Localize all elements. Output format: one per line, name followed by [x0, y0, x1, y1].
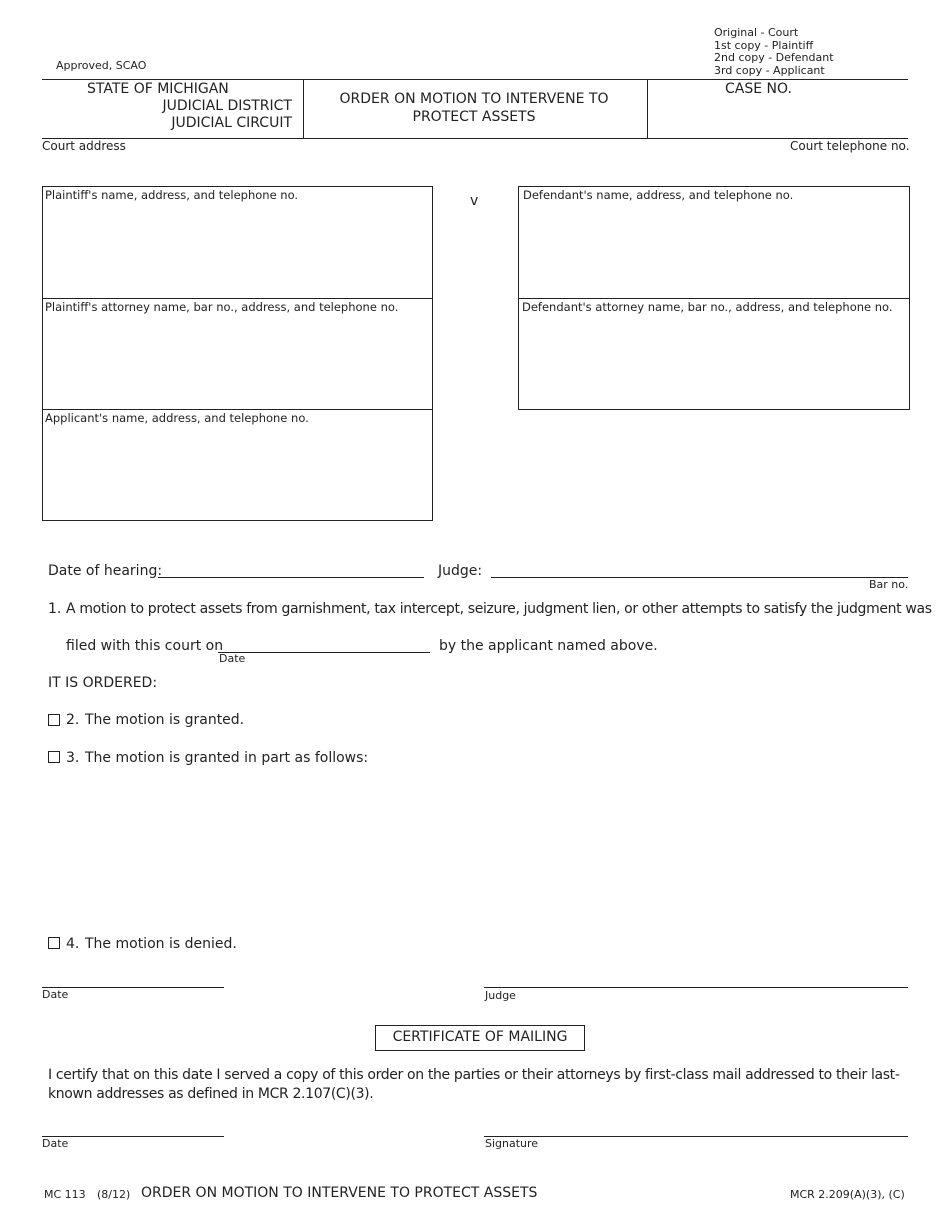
- certificate-text: I certify that on this date I served a copy of this order on the parties or their attorneys by first-class mail addressed to their last-known addresses as defined in MCR 2.107(C)(3).: [48, 1067, 900, 1102]
- order-date-field[interactable]: [42, 987, 224, 988]
- court-phone-label: Court telephone no.: [790, 139, 910, 153]
- applicant-label: Applicant's name, address, and telephone no.: [45, 411, 309, 425]
- item-3-checkbox[interactable]: [48, 751, 60, 763]
- mailing-signature-field[interactable]: [484, 1136, 908, 1137]
- header-top-rule: [42, 79, 908, 80]
- judge-signature-label: Judge: [485, 989, 516, 1002]
- item-2-checkbox[interactable]: [48, 714, 60, 726]
- defendant-attorney-label: Defendant's attorney name, bar no., address, and telephone no.: [522, 300, 893, 314]
- approved-label: Approved, SCAO: [56, 59, 147, 72]
- district-label: JUDICIAL DISTRICT: [162, 98, 292, 114]
- form-title: ORDER ON MOTION TO INTERVENE TO PROTECT ASSETS: [339, 91, 609, 125]
- mailing-date-label: Date: [42, 1137, 69, 1150]
- item-4-text: The motion is denied.: [85, 936, 237, 952]
- item-4-number: 4.: [66, 936, 80, 952]
- item-4-checkbox[interactable]: [48, 937, 60, 949]
- item-1-applicant-text: by the applicant named above.: [439, 638, 658, 654]
- copy-defendant: 2nd copy - Defendant: [714, 51, 834, 64]
- header-bottom-rule: [42, 138, 908, 139]
- court-address-field[interactable]: [42, 154, 908, 180]
- header-divider-2: [647, 79, 648, 138]
- case-no-label: CASE NO.: [725, 81, 792, 97]
- plaintiff-label: Plaintiff's name, address, and telephone no.: [45, 188, 299, 202]
- applicant-box[interactable]: [42, 409, 433, 521]
- item-2-number: 2.: [66, 712, 80, 728]
- footer-title: ORDER ON MOTION TO INTERVENE TO PROTECT ASSETS: [141, 1185, 538, 1201]
- court-heading: [44, 81, 292, 132]
- state-label: STATE OF MICHIGAN: [87, 81, 229, 97]
- filed-date-field[interactable]: [218, 652, 430, 653]
- footer-rule: MCR 2.209(A)(3), (C): [790, 1188, 905, 1201]
- footer-form-number: MC 113: [44, 1188, 86, 1201]
- plaintiff-attorney-label: Plaintiff's attorney name, bar no., address, and telephone no.: [45, 300, 399, 314]
- judge-signature-field[interactable]: [484, 987, 908, 988]
- circuit-label: JUDICIAL CIRCUIT: [171, 115, 292, 131]
- order-date-label: Date: [42, 988, 69, 1001]
- mailing-signature-label: Signature: [485, 1137, 539, 1150]
- defendant-attorney-box[interactable]: [518, 298, 910, 410]
- judge-label: Judge:: [438, 563, 483, 579]
- defendant-box[interactable]: [518, 186, 910, 299]
- item-1-text: A motion to protect assets from garnishment, tax intercept, seizure, judgment lien, or other attempts to satisfy the judgment was: [66, 601, 932, 617]
- item-3-text: The motion is granted in part as follows:: [85, 750, 369, 766]
- case-no-field[interactable]: [650, 98, 906, 136]
- plaintiff-box[interactable]: [42, 186, 433, 299]
- hearing-date-field[interactable]: [158, 577, 424, 578]
- plaintiff-attorney-box[interactable]: [42, 298, 433, 410]
- footer-revision: (8/12): [97, 1188, 131, 1201]
- item-1-number: 1.: [48, 601, 62, 617]
- copy-plaintiff: 1st copy - Plaintiff: [714, 38, 814, 52]
- copy-distribution: [714, 27, 834, 77]
- copy-original: Original - Court: [714, 26, 799, 39]
- bar-no-label: Bar no.: [869, 578, 909, 591]
- hearing-date-label: Date of hearing:: [48, 563, 163, 579]
- filed-date-caption: Date: [219, 652, 246, 665]
- item-3-number: 3.: [66, 750, 80, 766]
- mailing-date-field[interactable]: [42, 1136, 224, 1137]
- it-is-ordered-label: IT IS ORDERED:: [48, 675, 158, 691]
- certificate-title: CERTIFICATE OF MAILING: [375, 1025, 585, 1051]
- item-2-text: The motion is granted.: [85, 712, 245, 728]
- judge-field[interactable]: [491, 577, 908, 578]
- versus-label: v: [470, 193, 479, 209]
- header-divider-1: [303, 79, 304, 138]
- copy-applicant: 3rd copy - Applicant: [714, 63, 825, 77]
- defendant-label: Defendant's name, address, and telephone no.: [523, 188, 794, 202]
- item-3-details-field[interactable]: [66, 772, 908, 922]
- court-address-label: Court address: [42, 139, 126, 153]
- item-1-filed-label: filed with this court on: [66, 638, 224, 654]
